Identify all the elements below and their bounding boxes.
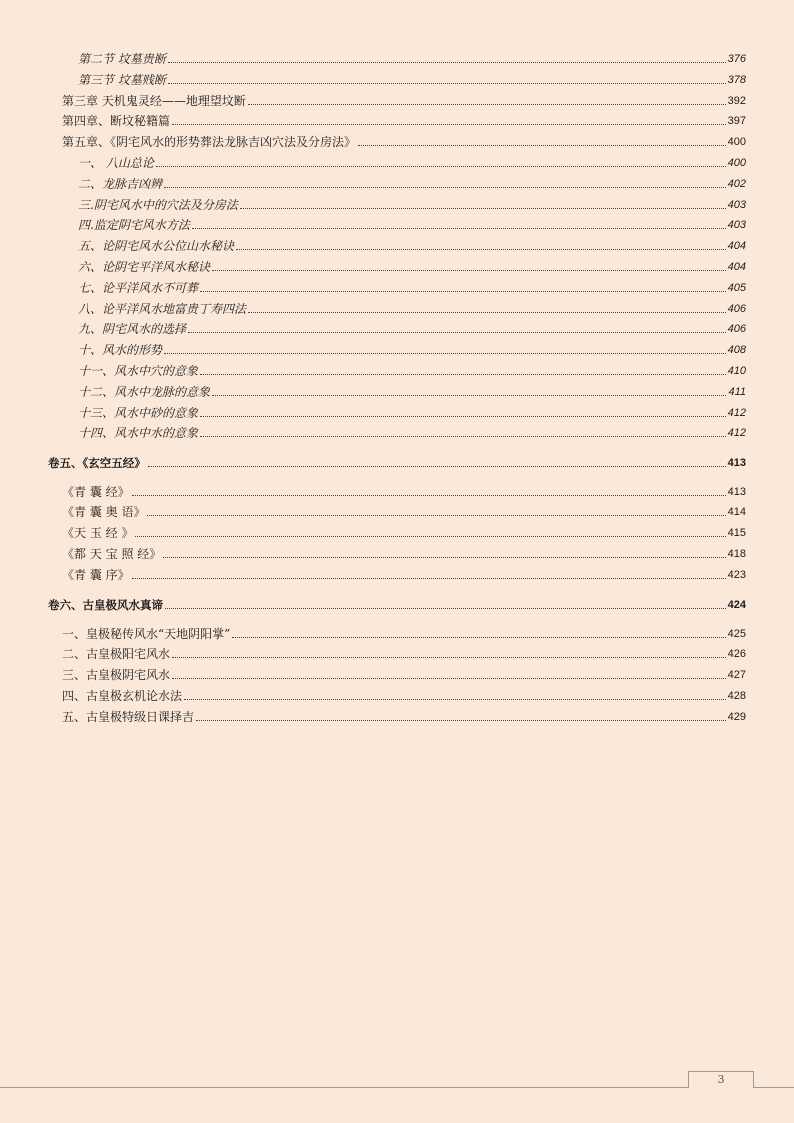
toc-entry-label: 八、论平洋风水地富贵丁寿四法 [78,302,247,316]
toc-entry-label: 卷六、古皇极风水真谛 [48,598,163,612]
toc-entry-label: 七、论平洋风水不可葬 [78,281,199,295]
toc-entry-label: 《青 囊 序》 [62,568,130,582]
toc-entry[interactable] [62,133,746,149]
toc-leader-dots [184,698,726,700]
page-number: 3 [688,1071,754,1088]
toc-entry-page: 403 [727,199,746,211]
toc-entry[interactable] [62,566,746,582]
toc-entry-label: 三、古皇极阴宅风水 [62,668,171,682]
toc-entry-page: 397 [727,115,746,127]
toc-entry-label: 一、 八山总论 [78,156,154,170]
toc-entry[interactable] [78,237,746,253]
toc-entry-label: 三.阴宅风水中的穴法及分房法 [78,198,238,212]
toc-leader-dots [240,207,726,209]
toc-entry-page: 413 [727,486,746,498]
toc-entry[interactable] [78,50,746,66]
toc-entry-label: 第二节 坟墓贵断 [78,52,166,66]
toc-entry-label: 《青 囊 奥 语》 [62,505,146,519]
toc-entry-page: 392 [727,95,746,107]
toc-entry-page: 410 [727,365,746,377]
toc-entry[interactable] [62,708,746,724]
toc-entry-page: 403 [727,219,746,231]
toc-entry-label: 二、龙脉吉凶辨 [78,177,163,191]
toc-entry-label: 五、古皇极特级日课择吉 [62,710,195,724]
toc-entry-page: 402 [727,178,746,190]
toc-leader-dots [163,556,725,558]
toc-entry[interactable] [62,112,746,128]
toc-leader-dots [172,656,726,658]
toc-entry-label: 十二、风水中龙脉的意象 [78,385,211,399]
toc-volume-entry[interactable] [48,454,746,470]
toc-entry-page: 406 [727,303,746,315]
toc-entry[interactable] [62,645,746,661]
toc-entry[interactable] [78,300,746,316]
toc-leader-dots [200,290,726,292]
toc-leader-dots [200,373,726,375]
toc-leader-dots [172,123,726,125]
toc-entry[interactable] [78,175,746,191]
toc-leader-dots [248,103,726,105]
toc-entry-label: 四.监定阴宅风水方法 [78,218,190,232]
toc-entry-page: 412 [727,427,746,439]
toc-entry[interactable] [78,216,746,232]
toc-entry-label: 第三章 天机鬼灵经——地理望坟断 [62,94,246,108]
toc-volume-entry[interactable] [48,596,746,612]
toc-leader-dots [132,577,726,579]
toc-leader-dots [196,719,726,721]
toc-leader-dots [192,227,726,229]
toc-entry[interactable] [62,666,746,682]
toc-entry-page: 412 [727,407,746,419]
toc-leader-dots [188,331,726,333]
toc-entry-page: 423 [727,569,746,581]
toc-entry[interactable] [78,383,746,399]
toc-entry[interactable] [78,71,746,87]
toc-leader-dots [135,535,725,537]
toc-entry-label: 卷五、《玄空五经》 [48,456,146,470]
toc-leader-dots [212,269,726,271]
toc-entry[interactable] [62,625,746,641]
toc-entry[interactable] [78,258,746,274]
toc-entry[interactable] [78,320,746,336]
toc-leader-dots [200,415,726,417]
toc-leader-dots [164,352,726,354]
toc-entry-page: 426 [727,648,746,660]
toc-entry[interactable] [78,279,746,295]
toc-entry-label: 十一、风水中穴的意象 [78,364,199,378]
toc-leader-dots [148,465,726,467]
toc-leader-dots [147,514,725,516]
toc-entry-label: 五、论阴宅风水公位山水秘诀 [78,239,235,253]
toc-entry-page: 411 [728,386,746,398]
toc-entry-label: 《都 天 宝 照 经》 [62,547,162,561]
toc-entry-page: 414 [727,506,746,518]
toc-leader-dots [132,494,726,496]
toc-leader-dots [168,82,726,84]
toc-leader-dots [232,636,725,638]
toc-entry[interactable] [62,503,746,519]
toc-leader-dots [248,311,726,313]
toc-entry-page: 425 [727,628,746,640]
toc-entry[interactable] [78,424,746,440]
toc-entry-page: 429 [727,711,746,723]
toc-entry-label: 六、论阴宅平洋风水秘诀 [78,260,211,274]
toc-entry-page: 376 [727,53,746,65]
toc-entry[interactable] [78,362,746,378]
toc-entry-page: 418 [727,548,746,560]
toc-entry[interactable] [62,483,746,499]
toc-entry-label: 九、阴宅风水的选择 [78,322,187,336]
toc-leader-dots [165,607,726,609]
toc-entry-page: 415 [727,527,746,539]
toc-entry-label: 第四章、断坟秘籍篇 [62,114,171,128]
toc-entry-page: 405 [727,282,746,294]
toc-entry-page: 378 [727,74,746,86]
toc-entry-page: 408 [727,344,746,356]
toc-entry[interactable] [62,92,746,108]
toc-leader-dots [156,165,726,167]
toc-entry-page: 400 [727,136,746,148]
toc-leader-dots [200,435,726,437]
toc-entry[interactable] [62,524,746,540]
toc-entry[interactable] [62,545,746,561]
toc-leader-dots [172,677,726,679]
toc-entry-label: 第五章、《阴宅风水的形势葬法龙脉吉凶穴法及分房法》 [62,135,357,149]
toc-leader-dots [236,248,726,250]
toc-entry-label: 十三、风水中砂的意象 [78,406,199,420]
toc-entry-page: 404 [727,261,746,273]
toc-leader-dots [212,394,726,396]
toc-leader-dots [358,144,726,146]
toc-entry-label: 《天 玉 经 》 [62,526,134,540]
toc-entry-label: 一、皇极秘传风水“天地阴阳掌” [62,627,231,641]
toc-entry-label: 《青 囊 经》 [62,485,130,499]
toc-entry[interactable] [78,154,746,170]
toc-entry-label: 十四、风水中水的意象 [78,426,199,440]
toc-entry[interactable] [78,341,746,357]
toc-leader-dots [164,186,726,188]
toc-entry-page: 424 [727,599,746,611]
toc-entry-page: 413 [727,457,746,469]
toc-entry[interactable] [62,687,746,703]
toc-entry-label: 四、古皇极玄机论水法 [62,689,183,703]
toc-entry[interactable] [78,404,746,420]
toc-entry-label: 十、风水的形势 [78,343,163,357]
toc-leader-dots [168,61,726,63]
toc-entry-label: 二、古皇极阳宅风水 [62,647,171,661]
toc-entry-label: 第三节 坟墓贱断 [78,73,166,87]
toc-entry-page: 427 [727,669,746,681]
toc-entry[interactable] [78,196,746,212]
toc-entry-page: 428 [727,690,746,702]
footer-rule [0,1087,794,1088]
toc-entry-page: 406 [727,323,746,335]
toc-entry-page: 400 [727,157,746,169]
toc-entry-page: 404 [727,240,746,252]
